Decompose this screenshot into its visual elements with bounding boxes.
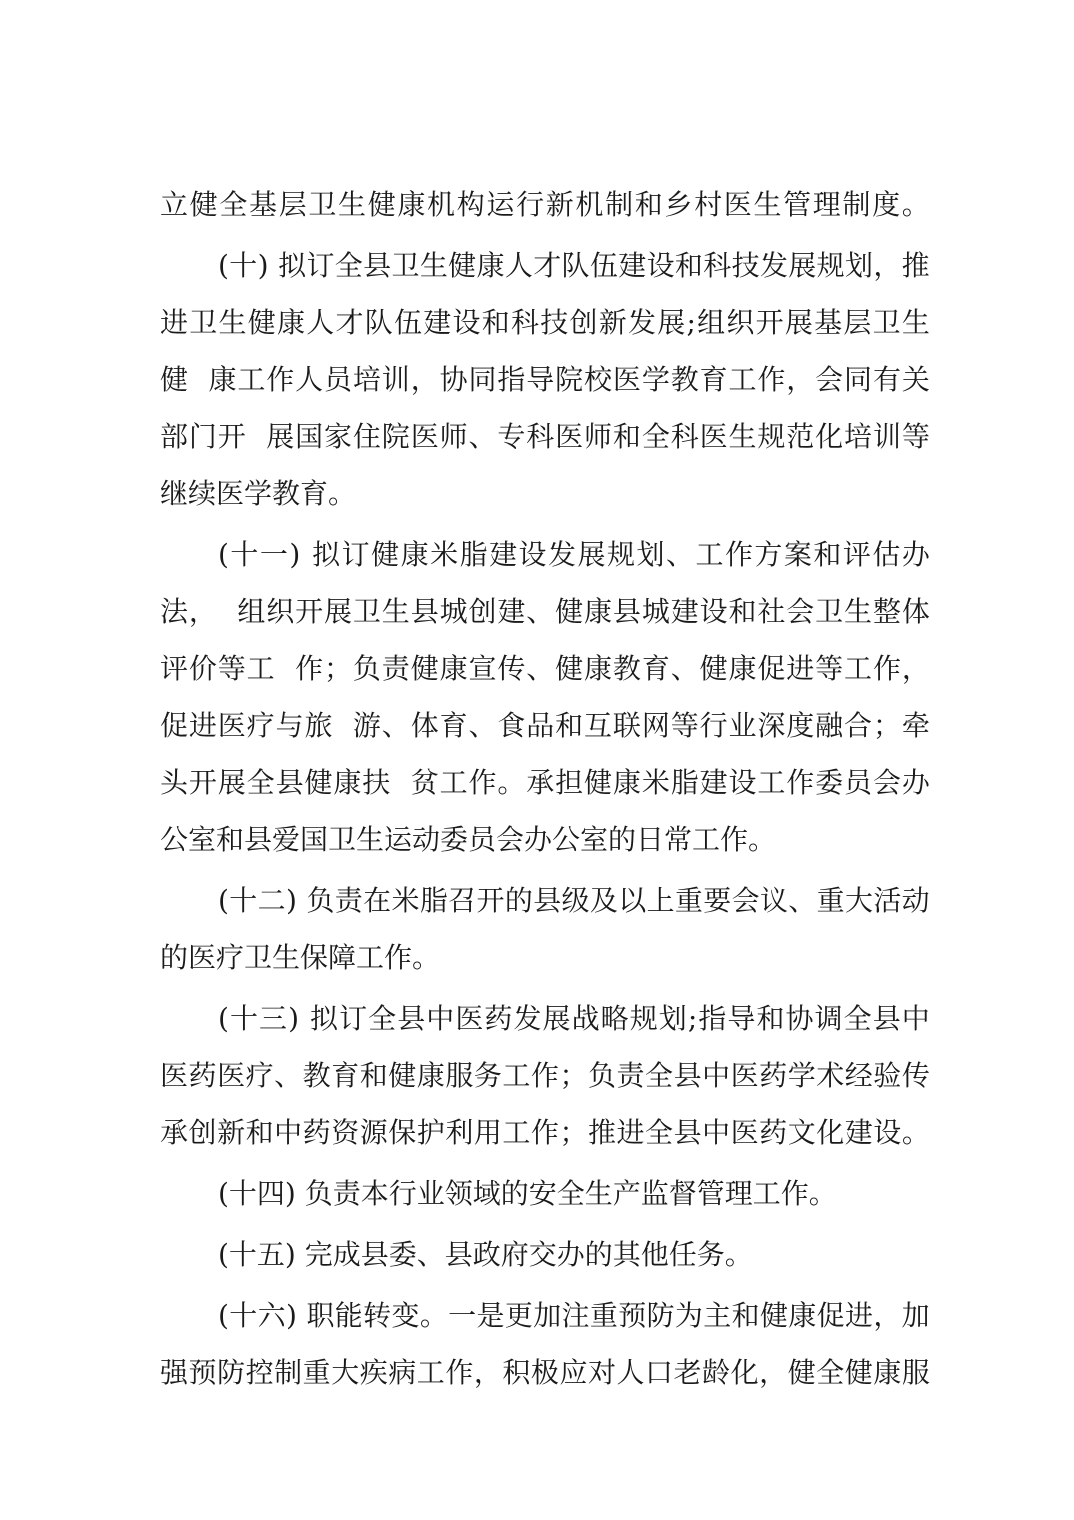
text-line: 立 健 全 基 层 卫 生 健 康 机 构 运 行 新 机 制 和 乡 村 医 生 管 理 制 度 。 (160, 188, 930, 221)
paragraph-16-line: ( 十 六 ) 职 能 转 变 。 一 是 更 加 注 重 预 防 为 主 和 健 康 促 进 ， 加 (218, 1299, 930, 1332)
text-line: 头 开 展 全 县 健 康 扶 贫 工 作 。 承 担 健 康 米 脂 建 设 工 作 委 员 会 办 (160, 766, 930, 799)
text-line: 进 卫 生 健 康 人 才 队 伍 建 设 和 科 技 创 新 发 展 ; 组 织 开 展 基 层 卫 生 (160, 306, 930, 339)
text-line: 健 康 工 作 人 员 培 训 ， 协 同 指 导 院 校 医 学 教 育 工 作 ， 会 同 有 关 (160, 363, 930, 396)
document-body (160, 176, 930, 1401)
text-line: 医 药 医 疗 、 教 育 和 健 康 服 务 工 作 ； 负 责 全 县 中 医 药 学 术 经 验 传 (160, 1059, 930, 1092)
paragraph-11-line: ( 十 一 ) 拟 订 健 康 米 脂 建 设 发 展 规 划 、 工 作 方 案 和 评 估 办 (218, 538, 930, 571)
text-line: 承 创 新 和 中 药 资 源 保 护 利 用 工 作 ； 推 进 全 县 中 医 药 文 化 建 设 。 (160, 1116, 930, 1149)
text-line: 促 进 医 疗 与 旅 游 、 体 育 、 食 品 和 互 联 网 等 行 业 深 度 融 合 ； 牵 (160, 709, 930, 742)
text-line: 的医疗卫生保障工作。 (160, 941, 441, 974)
text-line: 部 门 开 展 国 家 住 院 医 师 、 专 科 医 师 和 全 科 医 生 规 范 化 培 训 等 (160, 420, 930, 453)
text-line: 继续医学教育。 (160, 477, 357, 510)
paragraph-10-line: ( 十 ) 拟 订 全 县 卫 生 健 康 人 才 队 伍 建 设 和 科 技 发 展 规 划 ， 推 (218, 249, 930, 282)
paragraph-14-line: (十四) 负责本行业领域的安全生产监督管理工作。 (218, 1177, 837, 1210)
text-line: 强 预 防 控 制 重 大 疾 病 工 作 ， 积 极 应 对 人 口 老 龄 化 ， 健 全 健 康 服 (160, 1356, 930, 1389)
paragraph-12-line: ( 十 二 ) 负 责 在 米 脂 召 开 的 县 级 及 以 上 重 要 会 议 、 重 大 活 动 (218, 884, 930, 917)
paragraph-15-line: (十五) 完成县委、县政府交办的其他任务。 (218, 1238, 753, 1271)
text-line: 法 ， 组 织 开 展 卫 生 县 城 创 建 、 健 康 县 城 建 设 和 社 会 卫 生 整 体 (160, 595, 930, 628)
text-line: 公室和县爱国卫生运动委员会办公室的日常工作。 (160, 823, 777, 856)
text-line: 评 价 等 工 作 ； 负 责 健 康 宣 传 、 健 康 教 育 、 健 康 促 进 等 工 作 ， (160, 652, 930, 685)
paragraph-13-line: ( 十 三 ) 拟 订 全 县 中 医 药 发 展 战 略 规 划 ; 指 导 和 协 调 全 县 中 (218, 1002, 930, 1035)
